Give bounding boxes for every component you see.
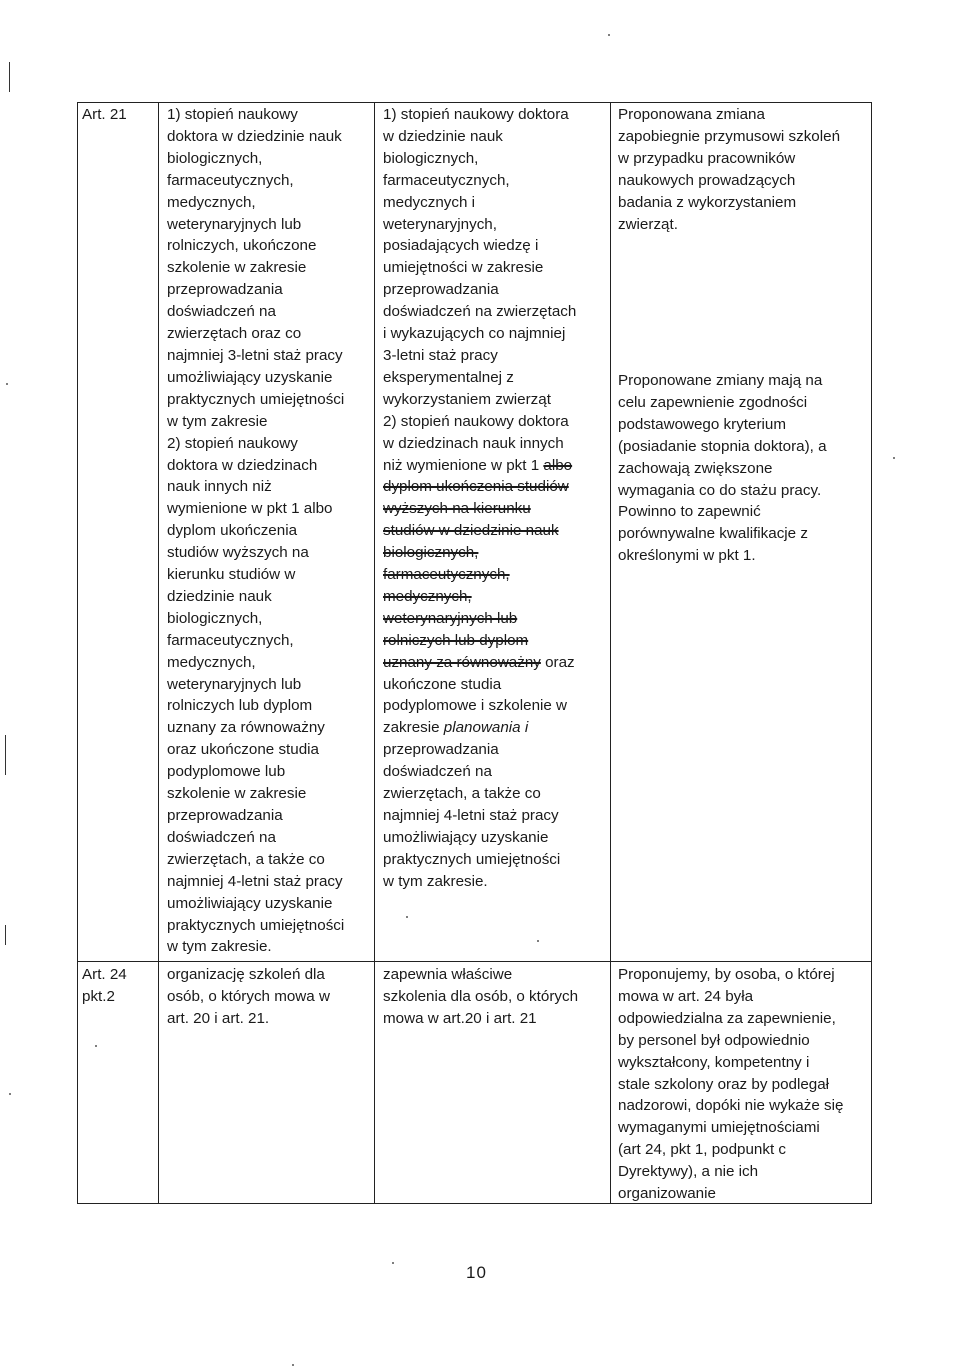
scan-speck [406, 916, 408, 918]
text-line: 1) stopień naukowy [167, 106, 298, 123]
text-line: organizowanie [618, 1185, 716, 1203]
struck-text-line: wyższych na kierunku [383, 500, 531, 518]
text-line: praktycznych umiejętności [383, 850, 561, 868]
table-top-border [77, 102, 872, 103]
text-line: umiejętności w zakresie [383, 259, 544, 277]
text-line: zwierzętach, a także co [167, 850, 325, 868]
proposed-text-cell [383, 104, 576, 893]
article-label: pkt.2 [82, 987, 115, 1005]
text-line [383, 652, 576, 674]
text-line: doświadczeń na [383, 763, 492, 781]
scan-speck [608, 34, 610, 36]
text-line: 1) stopień naukowy doktora [383, 106, 569, 123]
text-line: ukończone studia [383, 675, 502, 693]
text-line: zachowają zwiększone [618, 459, 773, 477]
justification-cell [618, 104, 840, 235]
proposed-text-cell [383, 964, 578, 1030]
article-label: Art. 21 [82, 106, 127, 123]
struck-text-line: weterynaryjnych lub [383, 609, 518, 627]
text-line: najmniej 3-letni staż pracy [167, 346, 343, 364]
text-line: Proponowana zmiana [618, 106, 765, 123]
text-line [383, 717, 576, 739]
text-line: podstawowego kryterium [618, 415, 786, 433]
scan-speck [893, 457, 895, 459]
text-line: praktycznych umiejętności [167, 916, 345, 934]
text-line: przeprowadzania [167, 281, 283, 299]
text-line: szkolenie w zakresie [167, 259, 307, 277]
text-line: biologicznych, [383, 149, 479, 167]
text-line: doświadczeń na zwierzętach [383, 303, 577, 321]
scan-speck [95, 1045, 97, 1047]
text-line: w przypadku pracowników [618, 149, 796, 167]
text-line: wykształcony, kompetentny i [618, 1053, 810, 1071]
struck-text-line: studiów w dziedzinie nauk [383, 522, 559, 540]
justification-cell [618, 964, 843, 1205]
text-line: farmaceutycznych, [383, 171, 510, 189]
text-line: podyplomowe lub [167, 763, 286, 781]
text-line: w tym zakresie [167, 412, 268, 430]
text-line: określonymi w pkt 1. [618, 547, 756, 565]
text-line: szkolenie w zakresie [167, 785, 307, 803]
text-line: podyplomowe i szkolenie w [383, 697, 568, 715]
text-line: mowa w art.20 i art. 21 [383, 1009, 537, 1027]
text-line: posiadających wiedzę i [383, 237, 539, 255]
text-line: medycznych, [167, 193, 256, 211]
text-line: nadzorowi, dopóki nie wykaże się [618, 1097, 844, 1115]
text-line: w tym zakresie. [167, 938, 272, 956]
scan-speck [537, 940, 539, 942]
text-line: wymaganymi umiejętnościami [618, 1119, 820, 1137]
text-line: zwierząt. [618, 215, 678, 233]
text-line: w tym zakresie. [383, 872, 488, 890]
text-line: badania z wykorzystaniem [618, 193, 797, 211]
table-right-border [871, 102, 872, 1204]
scan-mark [5, 735, 6, 775]
struck-text-line: biologicznych, [383, 544, 479, 562]
text-line: najmniej 4-letni staż pracy [383, 807, 559, 824]
struck-text-line: medycznych, [383, 587, 472, 605]
text-line: celu zapewnienie zgodności [618, 393, 808, 411]
text-line: odpowiedzialna za zapewnienie, [618, 1009, 836, 1027]
text-line: (posiadanie stopnia doktora), a [618, 437, 827, 455]
text-line: organizację szkoleń dla [167, 966, 325, 983]
text-line: wymagania co do stażu pracy. [618, 481, 822, 499]
text-line: rolniczych, ukończone [167, 237, 317, 255]
text-line: umożliwiający uzyskanie [383, 828, 549, 846]
struck-text: uznany za równoważny [383, 653, 541, 671]
table-left-border [77, 102, 78, 1204]
text-line: porównywalne kwalifikacje z [618, 525, 808, 543]
text-line: przeprowadzania [383, 741, 499, 759]
text-line: w dziedzinie nauk [383, 127, 503, 145]
text-line: farmaceutycznych, [167, 631, 294, 649]
struck-text-line: rolniczych lub dyplom [383, 631, 529, 649]
current-text-cell [167, 104, 344, 958]
text-line: medycznych, [167, 653, 256, 671]
text-line: biologicznych, [167, 149, 263, 167]
struck-text-line: farmaceutycznych, [383, 566, 510, 584]
scan-speck [6, 383, 8, 385]
text-line: praktycznych umiejętności [167, 390, 345, 408]
text-line: doktora w dziedzinach [167, 456, 318, 474]
scan-mark [9, 62, 10, 92]
page-number: 10 [466, 1263, 487, 1282]
text-line: zwierzętach, a także co [383, 785, 541, 803]
text-line: biologicznych, [167, 609, 263, 627]
text-line: farmaceutycznych, [167, 171, 294, 189]
text-line: 3-letni staż pracy [383, 346, 498, 364]
text-line: (art 24, pkt 1, podpunkt c [618, 1141, 787, 1159]
text-line: Proponowane zmiany mają na [618, 372, 823, 389]
row-divider [77, 961, 872, 962]
text-line: doświadczeń na [167, 828, 276, 846]
text-line: eksperymentalnej z [383, 368, 514, 386]
text-line: osób, o których mowa w [167, 987, 330, 1005]
text-line: wymienione w pkt 1 albo [167, 500, 333, 518]
text-line: umożliwiający uzyskanie [167, 368, 333, 386]
text-line: nauk innych niż [167, 478, 272, 496]
text-line: studiów wyższych na [167, 544, 309, 562]
text-line: najmniej 4-letni staż pracy [167, 872, 343, 890]
text-segment: zakresie [383, 719, 444, 737]
text-line: szkolenia dla osób, o których [383, 987, 579, 1005]
justification-cell [618, 370, 827, 567]
text-line: przeprowadzania [167, 807, 283, 824]
text-line: weterynaryjnych lub [167, 675, 302, 693]
text-line: mowa w art. 24 była [618, 987, 754, 1005]
text-line: dziedzinie nauk [167, 587, 272, 605]
text-line: Powinno to zapewnić [618, 503, 761, 521]
text-line: weterynaryjnych, [383, 215, 497, 233]
article-label: Art. 24 [82, 966, 127, 983]
text-line: stale szkolony oraz by podlegał [618, 1075, 830, 1093]
text-line: wykorzystaniem zwierząt [383, 390, 551, 408]
text-line: i wykazujących co najmniej [383, 325, 566, 343]
text-line: zapobiegnie przymusowi szkoleń [618, 127, 841, 145]
text-line: uznany za równoważny [167, 719, 325, 737]
text-line: 2) stopień naukowy [167, 434, 298, 452]
text-line: kierunku studiów w [167, 566, 296, 584]
text-line: zwierzętach oraz co [167, 325, 302, 343]
text-line: Dyrektywy), a nie ich [618, 1163, 759, 1181]
text-line: w dziedzinach nauk innych [383, 434, 564, 452]
article-cell [82, 964, 127, 1008]
column-divider-3 [610, 102, 611, 1204]
current-text-cell [167, 964, 330, 1030]
scan-mark [5, 925, 6, 945]
text-line: medycznych i [383, 193, 476, 211]
text-line: naukowych prowadzących [618, 171, 796, 189]
text-line: doktora w dziedzinie nauk [167, 127, 342, 145]
text-line: Proponujemy, by osoba, o której [618, 966, 835, 983]
text-line: doświadczeń na [167, 303, 276, 321]
text-line: dyplom ukończenia [167, 522, 298, 540]
text-line: zapewnia właściwe [383, 966, 513, 983]
struck-text: albo [543, 456, 573, 474]
column-divider-1 [158, 102, 159, 1204]
text-line: by personel był odpowiednio [618, 1031, 810, 1049]
article-cell [82, 104, 127, 126]
text-line: art. 20 i art. 21. [167, 1009, 270, 1027]
text-segment: niż wymienione w pkt 1 [383, 456, 544, 474]
text-line [383, 455, 576, 477]
text-line: rolniczych lub dyplom [167, 697, 313, 715]
text-line: weterynaryjnych lub [167, 215, 302, 233]
scan-speck [9, 1093, 11, 1095]
scan-speck [392, 1262, 394, 1264]
text-segment: oraz [540, 653, 575, 671]
italic-text: planowania i [443, 719, 529, 737]
text-line: umożliwiający uzyskanie [167, 894, 333, 912]
text-line: przeprowadzania [383, 281, 499, 299]
struck-text-line: dyplom ukończenia studiów [383, 478, 569, 496]
column-divider-2 [374, 102, 375, 1204]
text-line: oraz ukończone studia [167, 741, 319, 759]
comparison-table [77, 102, 872, 1204]
text-line: 2) stopień naukowy doktora [383, 412, 569, 430]
